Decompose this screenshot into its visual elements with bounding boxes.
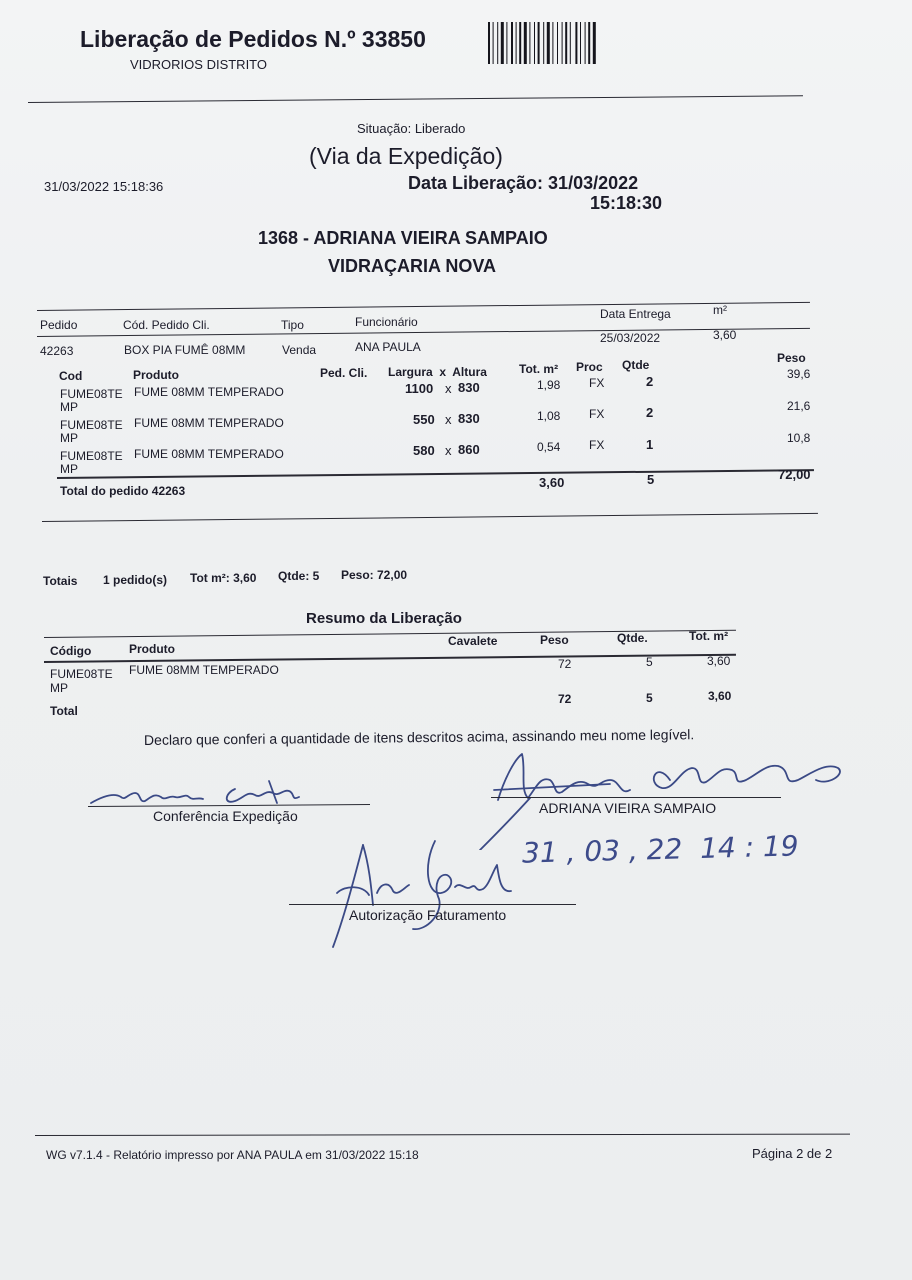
col-funcionario: Funcionário [355,315,418,329]
cliente-date-handwritten: 31 , 03 , 22 14 : 19 [521,829,799,870]
item-tot-m2: 1,98 [537,378,561,392]
totais-m2: Tot m²: 3,60 [190,571,257,585]
barcode-bar [547,22,550,64]
barcode-bar [575,22,577,64]
pedido-bottom-rule [42,513,818,522]
item-proc: FX [589,407,605,421]
item-proc: FX [589,376,605,390]
via-label: (Via da Expedição) [309,143,503,169]
resumo-col-peso: Peso [540,633,569,647]
barcode-bar [519,22,521,64]
client-company: VIDRAÇARIA NOVA [328,256,497,276]
barcode-bar [493,22,494,64]
barcode-bar [488,22,490,64]
col-cod: Cod [59,369,83,383]
item-peso: 39,6 [787,367,811,381]
pedido-data-entrega: 25/03/2022 [600,331,661,345]
item-tot-m2: 1,08 [537,409,561,423]
barcode-bar [538,22,540,64]
pedido-m2: 3,60 [713,328,737,342]
items-total-rule [57,469,814,479]
total-pedido-m2: 3,60 [539,475,565,490]
total-pedido-label: Total do pedido 42263 [60,484,186,498]
barcode-bar [580,22,581,64]
situacao: Situação: Liberado [357,121,466,136]
item-largura: 1100 [405,381,434,396]
declaracao-text: Declaro que conferi a quantidade de itens descritos acima, assinando meu nome legível. [143,726,695,748]
company-name: VIDRORIOS DISTRITO [130,57,267,72]
item-largura: 550 [413,412,435,427]
document-title: Liberação de Pedidos N.º 33850 [80,26,426,52]
barcode [488,22,622,64]
barcode-bar [562,22,563,64]
header-divider [28,95,803,103]
total-pedido-peso: 72,00 [778,467,811,482]
item-tot-m2: 0,54 [537,440,561,454]
pedido-tipo: Venda [282,343,317,357]
resumo-col-produto: Produto [129,642,175,656]
col-cod-pedido-cli: Cód. Pedido Cli. [123,318,210,332]
resumo-total-tot-m2: 3,60 [708,689,732,703]
totais-pedidos: 1 pedido(s) [103,573,168,587]
autorizacao-signature [315,835,535,955]
resumo-title: Resumo da Liberação [306,610,462,627]
barcode-bar [565,22,567,64]
resumo-col-qtde: Qtde. [617,631,648,645]
barcode-bar [506,22,507,64]
resumo-total-peso: 72 [558,692,572,706]
totais-qtde: Qtde: 5 [278,569,320,583]
item-cod: FUME08TE [60,449,123,463]
resumo-total-label: Total [50,704,78,718]
item-x: x [445,381,452,396]
col-ped-cli: Ped. Cli. [320,366,368,380]
item-cod-suffix: MP [60,400,78,414]
resumo-col-tot-m2: Tot. m² [689,629,729,643]
barcode-bar [511,22,513,64]
item-x: x [445,443,452,458]
totais-label: Totais [43,574,78,588]
item-produto: FUME 08MM TEMPERADO [134,416,284,430]
item-produto: FUME 08MM TEMPERADO [134,447,284,461]
col-largura-altura: Largura x Altura [388,365,487,379]
col-qtde: Qtde [622,358,650,372]
print-datetime: 31/03/2022 15:18:36 [44,179,164,194]
item-proc: FX [589,438,605,452]
item-peso: 10,8 [787,431,811,445]
item-cod: FUME08TE [60,387,123,401]
pedido-funcionario: ANA PAULA [355,340,421,354]
item-cod-suffix: MP [60,431,78,445]
total-pedido-qtde: 5 [647,472,655,487]
pedido-descricao: BOX PIA FUMÊ 08MM [124,343,246,357]
barcode-bar [516,22,517,64]
barcode-bar [570,22,571,64]
col-data-entrega: Data Entrega [600,307,671,321]
item-cod: FUME08TE [60,418,123,432]
cliente-line [491,797,781,798]
item-peso: 21,6 [787,399,811,413]
item-largura: 580 [413,443,435,458]
barcode-bar [534,22,535,64]
item-qtde: 2 [646,374,654,389]
barcode-bar [543,22,544,64]
footer-rule [35,1134,850,1136]
resumo-peso: 72 [558,657,572,671]
item-altura: 830 [458,411,480,426]
resumo-col-codigo: Código [50,644,92,658]
barcode-bar [497,22,498,64]
item-x: x [445,412,452,427]
barcode-bar [588,22,590,64]
col-tot-m2: Tot. m² [519,362,559,376]
resumo-codigo: FUME08TE [50,667,113,681]
resumo-codigo-suffix: MP [50,681,68,695]
footer-report-info: WG v7.1.4 - Relatório impresso por ANA PAULA em 31/03/2022 15:18 [46,1148,419,1162]
item-altura: 860 [458,442,480,457]
item-cod-suffix: MP [60,462,78,476]
col-pedido: Pedido [40,318,78,332]
client-name: 1368 - ADRIANA VIEIRA SAMPAIO [258,228,548,248]
barcode-bar [501,22,504,64]
autorizacao-line [289,904,576,905]
resumo-tot-m2: 3,60 [707,654,731,668]
resumo-produto: FUME 08MM TEMPERADO [129,663,279,677]
barcode-bar [557,22,558,64]
autorizacao-label: Autorização Faturamento [349,907,507,923]
conferencia-label: Conferência Expedição [153,808,298,824]
barcode-bar [552,22,553,64]
data-liberacao: Data Liberação: 31/03/2022 [408,173,639,193]
hora-liberacao: 15:18:30 [590,193,663,213]
resumo-qtde: 5 [646,655,653,669]
totais-peso: Peso: 72,00 [341,568,408,582]
col-peso: Peso [777,351,806,365]
col-tipo: Tipo [281,318,304,332]
item-qtde: 1 [646,437,654,452]
item-altura: 830 [458,380,480,395]
resumo-total-qtde: 5 [646,691,653,705]
barcode-bar [529,22,530,64]
barcode-bar [585,22,586,64]
item-produto: FUME 08MM TEMPERADO [134,385,284,399]
cliente-name: ADRIANA VIEIRA SAMPAIO [539,800,717,816]
footer-page-number: Página 2 de 2 [752,1146,833,1161]
col-produto: Produto [133,368,179,382]
item-qtde: 2 [646,405,654,420]
barcode-bar [593,22,596,64]
pedido-numero: 42263 [40,344,74,358]
barcode-bar [524,22,527,64]
pedido-top-rule [37,302,810,311]
col-proc: Proc [576,360,603,374]
col-m2: m² [713,303,727,317]
resumo-col-cavalete: Cavalete [448,634,498,648]
